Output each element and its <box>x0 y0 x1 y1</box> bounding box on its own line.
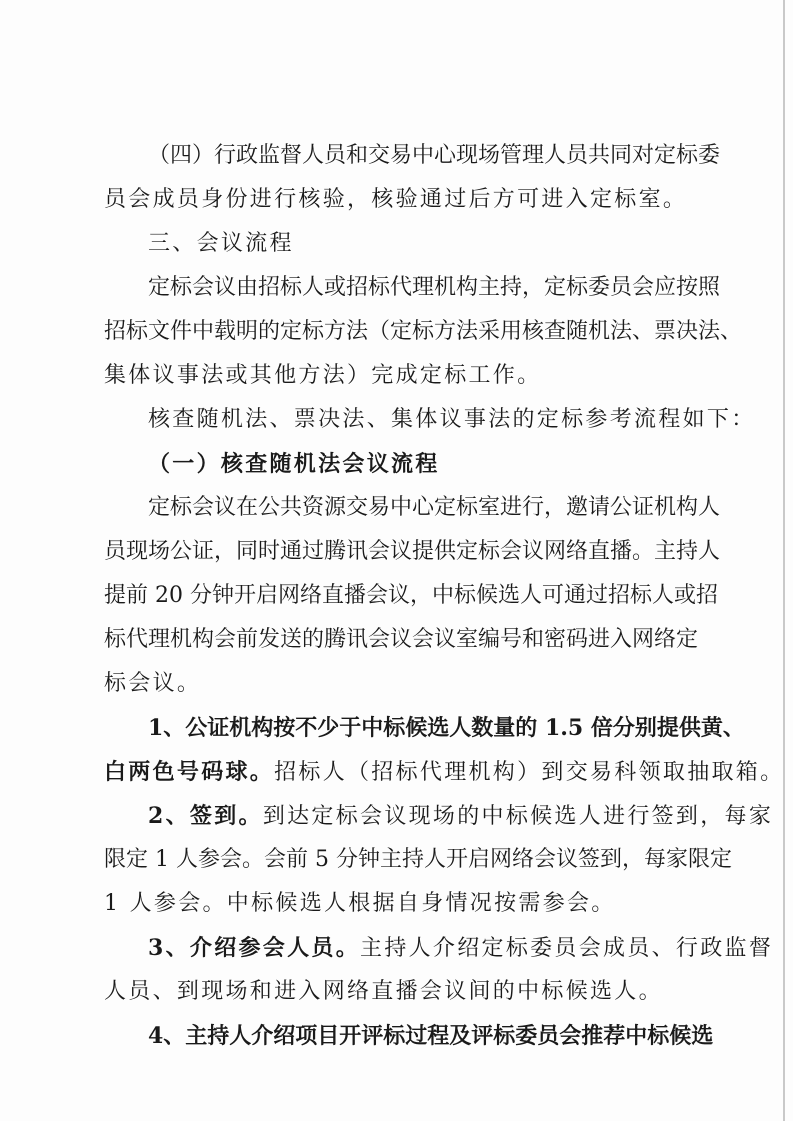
bold-text: 3、介绍参会人员。 <box>148 935 361 961</box>
paragraph-line: 标会议。 <box>104 671 202 696</box>
plain-text: 到达定标会议现场的中标候选人进行签到，每家 <box>262 804 774 829</box>
paragraph-line: 人员、到现场和进入网络直播会议间的中标候选人。 <box>104 979 663 1004</box>
paragraph-line: （四）行政监督人员和交易中心现场管理人员共同对定标委 <box>148 143 721 168</box>
paragraph-line <box>104 803 774 829</box>
bold-text: 白两色号码球。 <box>104 759 275 785</box>
paragraph-line: 定标会议由招标人或招标代理机构主持，定标委员会应按照 <box>148 275 721 300</box>
paragraph-line <box>104 759 785 785</box>
plain-text: 招标人（招标代理机构）到交易科领取抽取箱。 <box>274 760 785 785</box>
paragraph-line: 核查随机法、票决法、集体议事法的定标参考流程如下： <box>148 407 756 432</box>
section-heading: 三、会议流程 <box>148 231 294 256</box>
paragraph-lead-bold: 4、主持人介绍项目开评标过程及评标委员会推荐中标候选 <box>148 1023 714 1049</box>
subsection-heading: （一）核查随机法会议流程 <box>148 451 440 477</box>
paragraph-line: 招标文件中载明的定标方法（定标方法采用核查随机法、票决法、 <box>104 319 743 344</box>
bold-text: 2、签到。 <box>148 803 263 829</box>
paragraph-line: 员现场公证，同时通过腾讯会议提供定标会议网络直播。主持人 <box>104 539 721 564</box>
paragraph-line: 1 人参会。中标候选人根据自身情况按需参会。 <box>104 891 616 916</box>
paragraph-line: 集体议事法或其他方法）完成定标工作。 <box>104 363 542 388</box>
plain-text: 主持人介绍定标委员会成员、行政监督 <box>360 936 774 961</box>
paragraph-line: 标代理机构会前发送的腾讯会议会议室编号和密码进入网络定 <box>104 627 699 652</box>
paragraph-line: 员会成员身份进行核验，核验通过后方可进入定标室。 <box>104 187 688 212</box>
paragraph-lead-bold: 1、公证机构按不少于中标候选人数量的 1.5 倍分别提供黄、 <box>148 715 745 741</box>
scan-edge-line <box>783 0 785 1121</box>
paragraph-line: 提前 20 分钟开启网络直播会议，中标候选人可通过招标人或招 <box>104 583 718 608</box>
paragraph-line: 定标会议在公共资源交易中心定标室进行，邀请公证机构人 <box>148 495 721 520</box>
paragraph-line: 限定 1 人参会。会前 5 分钟主持人开启网络会议签到，每家限定 <box>104 847 732 872</box>
paragraph-line <box>104 935 774 961</box>
